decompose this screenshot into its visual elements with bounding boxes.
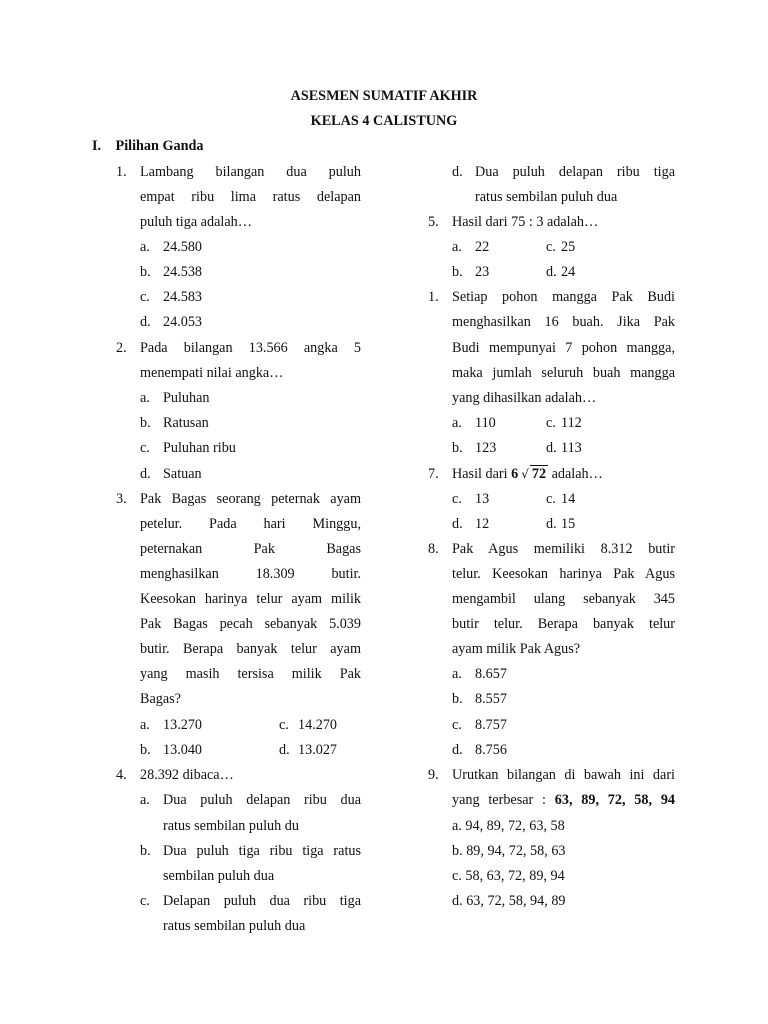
question-text-line: Lambang bilangan dua puluh [140,164,361,180]
option-text: 110 [475,415,496,431]
option-text: Puluhan [163,390,210,406]
option-text: ratus sembilan puluh dua [475,189,618,205]
question-text-line: ayam milik Pak Agus? [452,641,581,657]
question-text-line: Budi mempunyai 7 pohon mangga, [452,340,675,356]
option-letter: c. [546,415,556,431]
option-letter: a. [140,717,150,733]
option-b [428,689,675,709]
option-d [428,740,675,760]
option-letter: b. [452,691,463,707]
option-text: 14.270 [298,717,338,733]
option-letter: d. [140,314,151,330]
option-letter: c. [140,440,150,456]
question-text-line: menempati nilai angka… [140,365,284,381]
option-letter: d. [546,264,557,280]
option-c [116,438,361,458]
option-text: 12 [475,516,490,532]
question-text-line: Pada bilangan 13.566 angka 5 [140,340,361,356]
number-list: 63, 89, 72, 58, 94 [554,792,676,808]
question-text-line: Pak Agus memiliki 8.312 butir [452,541,675,557]
radical-sign-icon: √ [521,467,529,481]
question-number: 2. [116,340,127,356]
question-text-line: maka jumlah seluruh buah mangga [452,365,675,381]
question-text-line: butir telur. Berapa banyak telur [452,616,675,632]
option-letter: c. [279,717,289,733]
option-text: ratus sembilan puluh dua [163,918,306,934]
option-c [116,891,361,911]
option-row [428,438,675,458]
square-root-expression [511,466,548,482]
question-text-line: petelur. Pada hari Minggu, [140,516,361,532]
option-text: 22 [475,239,490,255]
option-letter: b. [140,742,151,758]
option-letter: b. [140,415,151,431]
option-text: ratus sembilan puluh du [163,818,299,834]
question-number: 4. [116,767,127,783]
option-row [428,413,675,433]
section-heading [92,138,203,155]
question-number: 8. [428,541,439,557]
option-letter: c. [546,239,556,255]
option-letter: d. [279,742,290,758]
option-text: 13.270 [163,717,203,733]
option-c [428,715,675,735]
question-text-line: empat ribu lima ratus delapan [140,189,361,205]
option-text: 8.756 [475,742,507,758]
option-text: Dua puluh delapan ribu dua [163,792,361,808]
stem-prefix: Hasil dari [452,466,508,482]
option-text: 24 [561,264,576,280]
option-letter: c. [452,717,462,733]
question-text-line: Keesokan harinya telur ayam milik [140,591,361,607]
sqrt-coefficient: 6 [511,466,519,482]
question-number: 1. [428,289,439,305]
option-letter: c. [452,491,462,507]
option-b: b. 89, 94, 72, 58, 63 [452,843,566,859]
option-row [428,489,675,509]
option-letter: c. [140,289,150,305]
question-text-line: mengambil ulang sebanyak 345 [452,591,675,607]
option-a [116,790,361,810]
option-text: Dua puluh tiga ribu tiga ratus [163,843,361,859]
question-text-line: puluh tiga adalah… [140,214,252,230]
option-text: 24.583 [163,289,203,305]
option-a: a. 94, 89, 72, 63, 58 [452,818,565,834]
option-text: 24.580 [163,239,203,255]
question-text-line: Pak Bagas pecah sebanyak 5.039 [140,616,361,632]
option-text: 113 [561,440,582,456]
question-text-line: menghasilkan 16 buah. Jika Pak [452,314,675,330]
option-row [428,262,675,282]
option-text: 24.053 [163,314,203,330]
option-letter: b. [140,264,151,280]
option-text: 14 [561,491,576,507]
option-letter: c. [546,491,556,507]
option-letter: d. [546,516,557,532]
question-number: 5. [428,214,439,230]
option-text: 13.027 [298,742,338,758]
option-row [116,740,361,760]
option-text: 8.657 [475,666,507,682]
option-text: 23 [475,264,490,280]
stem-suffix: adalah… [551,466,603,482]
question-text-line: Pak Bagas seorang peternak ayam [140,491,361,507]
option-c: c. 58, 63, 72, 89, 94 [452,868,565,884]
option-letter: a. [452,415,462,431]
option-d: d. 63, 72, 58, 94, 89 [452,893,566,909]
question-text-line: Hasil dari 75 : 3 adalah… [452,214,599,230]
option-letter: b. [140,843,151,859]
question-text-line: Urutkan bilangan di bawah ini dari [452,767,675,783]
option-text: 13 [475,491,490,507]
option-letter: d. [140,466,151,482]
question-text-line: peternakan Pak Bagas [140,541,361,557]
option-d [116,312,361,332]
question-text-line: yang dihasilkan adalah… [452,390,597,406]
question-text-line: yang masih tersisa milik Pak [140,666,361,682]
option-a [116,388,361,408]
option-letter: a. [452,666,462,682]
option-a [116,237,361,257]
option-text: 123 [475,440,497,456]
section-roman: I. [92,138,102,154]
option-text: Satuan [163,466,202,482]
question-text-line: menghasilkan 18.309 butir. [140,566,361,582]
option-d [428,162,675,182]
question-text-line: 28.392 dibaca… [140,767,234,783]
stem-prefix: yang terbesar : [452,792,546,808]
option-letter: c. [140,893,150,909]
option-text: 25 [561,239,576,255]
option-letter: a. [140,792,150,808]
option-b [116,841,361,861]
option-text: Puluhan ribu [163,440,236,456]
option-row [428,514,675,534]
option-b [116,262,361,282]
option-row [428,237,675,257]
question-text-line [452,464,675,484]
option-text: 112 [561,415,582,431]
question-number: 3. [116,491,127,507]
question-text-line: telur. Keesokan harinya Pak Agus [452,566,675,582]
option-text: Delapan puluh dua ribu tiga [163,893,361,909]
option-c [116,287,361,307]
option-text: Ratusan [163,415,209,431]
worksheet-title: ASESMEN SUMATIF AKHIR [290,88,478,104]
option-text: sembilan puluh dua [163,868,275,884]
question-number: 1. [116,164,127,180]
question-text-line: butir. Berapa banyak telur ayam [140,641,361,657]
option-letter: a. [452,239,462,255]
option-letter: d. [452,742,463,758]
question-text-line: Setiap pohon mangga Pak Budi [452,289,675,305]
question-number: 9. [428,767,439,783]
option-letter: b. [452,440,463,456]
option-text: 8.757 [475,717,507,733]
option-letter: d. [546,440,557,456]
option-text: 13.040 [163,742,203,758]
sqrt-radicand: 72 [531,466,547,482]
option-text: 8.557 [475,691,507,707]
question-number: 7. [428,466,439,482]
option-letter: a. [140,390,150,406]
option-b [116,413,361,433]
option-text: Dua puluh delapan ribu tiga [475,164,675,180]
option-letter: a. [140,239,150,255]
option-text: 24.538 [163,264,203,280]
option-letter: d. [452,516,463,532]
option-text: 15 [561,516,576,532]
section-label: Pilihan Ganda [115,138,204,154]
option-letter: b. [452,264,463,280]
option-letter: d. [452,164,463,180]
worksheet-subtitle: KELAS 4 CALISTUNG [310,113,458,129]
question-text-line [452,790,675,810]
option-d [116,464,361,484]
option-a [428,664,675,684]
question-text-line: Bagas? [140,691,181,707]
option-row [116,715,361,735]
